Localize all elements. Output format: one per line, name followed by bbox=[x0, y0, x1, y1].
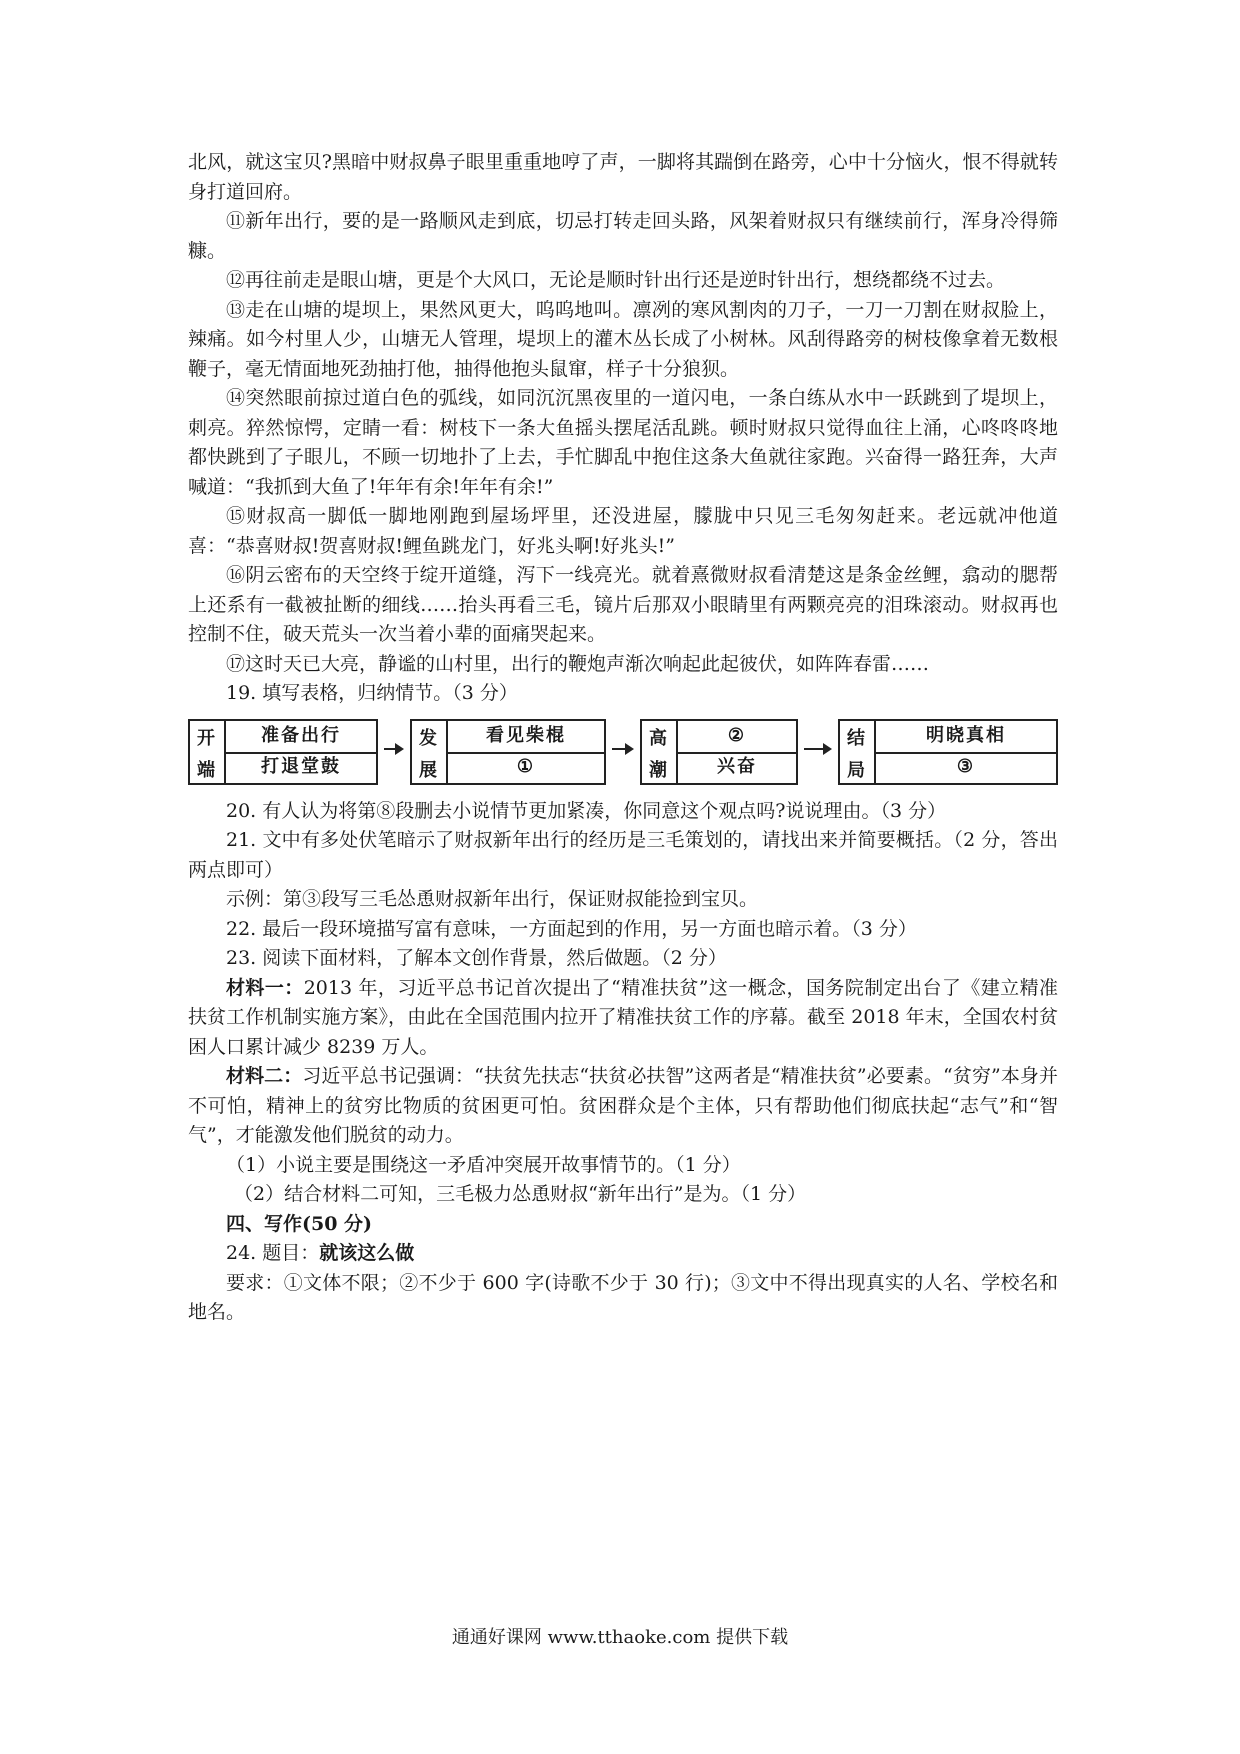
material-2 bbox=[188, 1062, 1058, 1151]
arrow-icon bbox=[804, 748, 830, 750]
question-22: 22. 最后一段环境描写富有意味，一方面起到的作用，另一方面也暗示着。（3 分） bbox=[226, 917, 917, 940]
question-19: 19. 填写表格，归纳情节。（3 分） bbox=[226, 682, 518, 704]
plot-answer-blank-2: ② bbox=[678, 721, 796, 754]
story-paragraph-12: ⑫再往前走是眼山塘，更是个大风口，无论是顺时针出行还是逆时针出行，想绕都绕不过去。 bbox=[226, 269, 1006, 291]
question-24-requirements: 要求：①文体不限；②不少于 600 字(诗歌不少于 30 行)；③文中不得出现真实的人名、学校名和地名。 bbox=[188, 1271, 1058, 1323]
question-21-example: 示例：第③段写三毛怂恿财叔新年出行，保证财叔能捡到宝贝。 bbox=[226, 888, 759, 910]
plot-answer-blank-1: ① bbox=[516, 756, 536, 778]
story-paragraph-14: ⑭突然眼前掠过道白色的弧线，如同沉沉黑夜里的一道闪电，一条白练从水中一跃跳到了堤坝上，刺亮。猝然惊愕，定睛一看：树枝下一条大鱼摇头摆尾活乱跳。顿时财叔只觉得血往上涌，心咚咚咚地都快跳到了子眼儿，不顾一切地扑了上去，手忙脚乱中抱住这条大鱼就往家跑。兴奋得一路狂奔，大声喊道：“我抓到大鱼了!年年有余!年年有余!” bbox=[188, 387, 1058, 498]
arrow-icon bbox=[612, 748, 632, 750]
story-paragraph-16: ⑯阴云密布的天空终于绽开道缝，泻下一线亮光。就着熹微财叔看清楚这是条金丝鲤，翕动的腮帮上还系有一截被扯断的细线……抬头再看三毛，镜片后那双小眼睛里有两颗亮亮的泪珠滚动。财叔再也控制不住，破天荒头一次当着小辈的面痛哭起来。 bbox=[188, 564, 1058, 645]
plot-side-label: 发 bbox=[419, 727, 437, 749]
plot-answer-blank-3: ③ bbox=[956, 756, 976, 778]
plot-side-label: 端 bbox=[197, 759, 215, 781]
footer-source: 通通好课网 www.tthaoke.com 提供下载 bbox=[451, 1627, 789, 1648]
question-23: 23. 阅读下面材料，了解本文创作背景，然后做题。（2 分） bbox=[226, 947, 727, 969]
plot-cell: 明晓真相 bbox=[876, 721, 1056, 754]
material-1-label: 材料一： bbox=[226, 976, 304, 999]
material-2-text: 习近平总书记强调：“扶贫先扶志“扶贫必扶智”这两者是“精准扶贫”必要素。“贫穷”本身并不可怕，精神上的贫穷比物质的贫困更可怕。贫困群众是个主体，只有帮助他们彻底扶起“志气”和“智气”，才能激发他们脱贫的动力。 bbox=[188, 1065, 1058, 1146]
section-heading-writing: 四、写作(50 分) bbox=[226, 1212, 373, 1235]
plot-group-climax bbox=[640, 719, 798, 785]
material-1-text: 2013 年，习近平总书记首次提出了“精准扶贫”这一概念，国务院制定出台了《建立精准扶贫工作机制实施方案》，由此在全国范围内拉开了精准扶贫工作的序幕。截至 2018 年末，全国农村贫困人口累计减少 8239 万人。 bbox=[188, 976, 1058, 1058]
plot-side-label: 开 bbox=[197, 727, 215, 749]
essay-title: 就该这么做 bbox=[319, 1242, 415, 1264]
plot-side-label: 结 bbox=[847, 727, 865, 749]
question-20: 20. 有人认为将第⑧段删去小说情节更加紧凑，你同意这个观点吗?说说理由。（3 分） bbox=[226, 799, 947, 822]
plot-group-opening bbox=[188, 719, 378, 785]
question-23-2: （2）结合材料二可知，三毛极力怂恿财叔“新年出行”是为。（1 分） bbox=[234, 1183, 807, 1205]
plot-side-label: 局 bbox=[847, 759, 865, 781]
story-paragraph-13: ⑬走在山塘的堤坝上，果然风更大，呜呜地叫。凛冽的寒风割肉的刀子，一刀一刀割在财叔脸上，辣痛。如今村里人少，山塘无人管理，堤坝上的灌木丛长成了小树林。风刮得路旁的树枝像拿着无数根鞭子，毫无情面地死劲抽打他，抽得他抱头鼠窜，样子十分狼狈。 bbox=[188, 298, 1058, 380]
plot-side-label: 潮 bbox=[649, 759, 667, 781]
story-paragraph-17: ⑰这时天已大亮，静谧的山村里，出行的鞭炮声渐次响起此起彼伏，如阵阵春雷…… bbox=[226, 652, 930, 675]
plot-summary-table bbox=[188, 715, 1058, 791]
story-paragraph-15: ⑮财叔高一脚低一脚地刚跑到屋场坪里，还没进屋，朦胧中只见三毛匆匆赶来。老远就冲他道喜：“恭喜财叔!贺喜财叔!鲤鱼跳龙门，好兆头啊!好兆头!” bbox=[188, 505, 1058, 557]
story-paragraph-10: 北风，就这宝贝?黑暗中财叔鼻子眼里重重地哼了声，一脚将其踹倒在路旁，心中十分恼火，恨不得就转身打道回府。 bbox=[188, 151, 1058, 203]
plot-cell: 看见柴棍 bbox=[448, 721, 604, 754]
plot-side-label: 高 bbox=[649, 727, 667, 749]
plot-group-ending bbox=[838, 719, 1058, 785]
question-24-label: 24. 题目： bbox=[226, 1242, 320, 1264]
plot-cell: 打退堂鼓 bbox=[261, 756, 341, 778]
material-2-label: 材料二： bbox=[226, 1065, 303, 1087]
plot-group-development bbox=[410, 719, 606, 785]
document-page bbox=[188, 148, 1058, 1328]
plot-side-label: 展 bbox=[419, 759, 437, 781]
question-24 bbox=[188, 1239, 1058, 1269]
question-21: 21. 文中有多处伏笔暗示了财叔新年出行的经历是三毛策划的，请找出来并简要概括。（2 分，答出两点即可） bbox=[188, 829, 1058, 881]
plot-cell: 准备出行 bbox=[226, 721, 376, 754]
question-23-1: （1）小说主要是围绕这一矛盾冲突展开故事情节的。（1 分） bbox=[226, 1153, 741, 1176]
arrow-icon bbox=[384, 748, 402, 750]
story-paragraph-11: ⑪新年出行，要的是一路顺风走到底，切忌打转走回头路，风架着财叔只有继续前行，浑身冷得筛糠。 bbox=[188, 210, 1058, 262]
plot-cell: 兴奋 bbox=[717, 756, 757, 778]
material-1 bbox=[188, 974, 1058, 1063]
